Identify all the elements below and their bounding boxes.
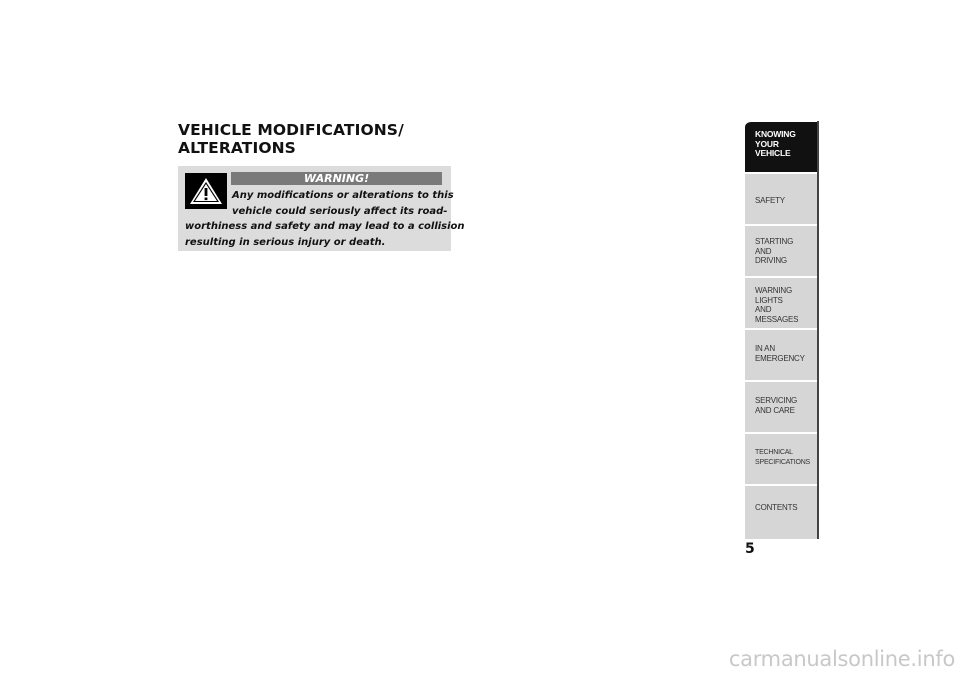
tab-label: IN AN EMERGENCY [755,344,805,363]
tab-label: STARTING AND DRIVING [755,237,794,265]
warning-box [178,166,465,251]
tab-label: SAFETY [755,196,785,205]
tab-divider [817,121,819,539]
watermark: carmanualsonline.info [728,647,955,671]
warning-header: WARNING! [231,172,442,185]
tab-starting-and-driving[interactable] [745,225,819,276]
tab-contents[interactable] [745,485,819,539]
page-number: 5 [745,541,755,557]
tab-label: KNOWING YOUR VEHICLE [755,129,796,158]
tab-warning-lights-and-messages[interactable] [745,277,819,328]
tab-label: SERVICING AND CARE [755,396,798,415]
section-title-line1: VEHICLE MODIFICATIONS/ [178,121,404,139]
section-title [178,121,404,157]
tab-technical-specifications[interactable] [745,433,819,484]
tab-knowing-your-vehicle[interactable] [745,121,819,172]
warning-text [185,188,465,250]
warning-line: worthiness and safety and may lead to a collision [185,221,465,232]
tab-in-an-emergency[interactable] [745,329,819,380]
tab-servicing-and-care[interactable] [745,381,819,432]
warning-line: vehicle could seriously affect its road- [232,205,448,217]
tab-label: CONTENTS [755,503,798,512]
warning-line: resulting in serious injury or death. [185,236,386,248]
warning-line: Any modifications or alterations to this [232,190,454,201]
tab-label: TECHNICAL SPECIFICATIONS [755,449,811,466]
tab-label: WARNING LIGHTS AND MESSAGES [755,286,799,324]
section-title-line2: ALTERATIONS [178,139,296,157]
chapter-tabs [745,121,819,539]
tab-safety[interactable] [745,173,819,224]
